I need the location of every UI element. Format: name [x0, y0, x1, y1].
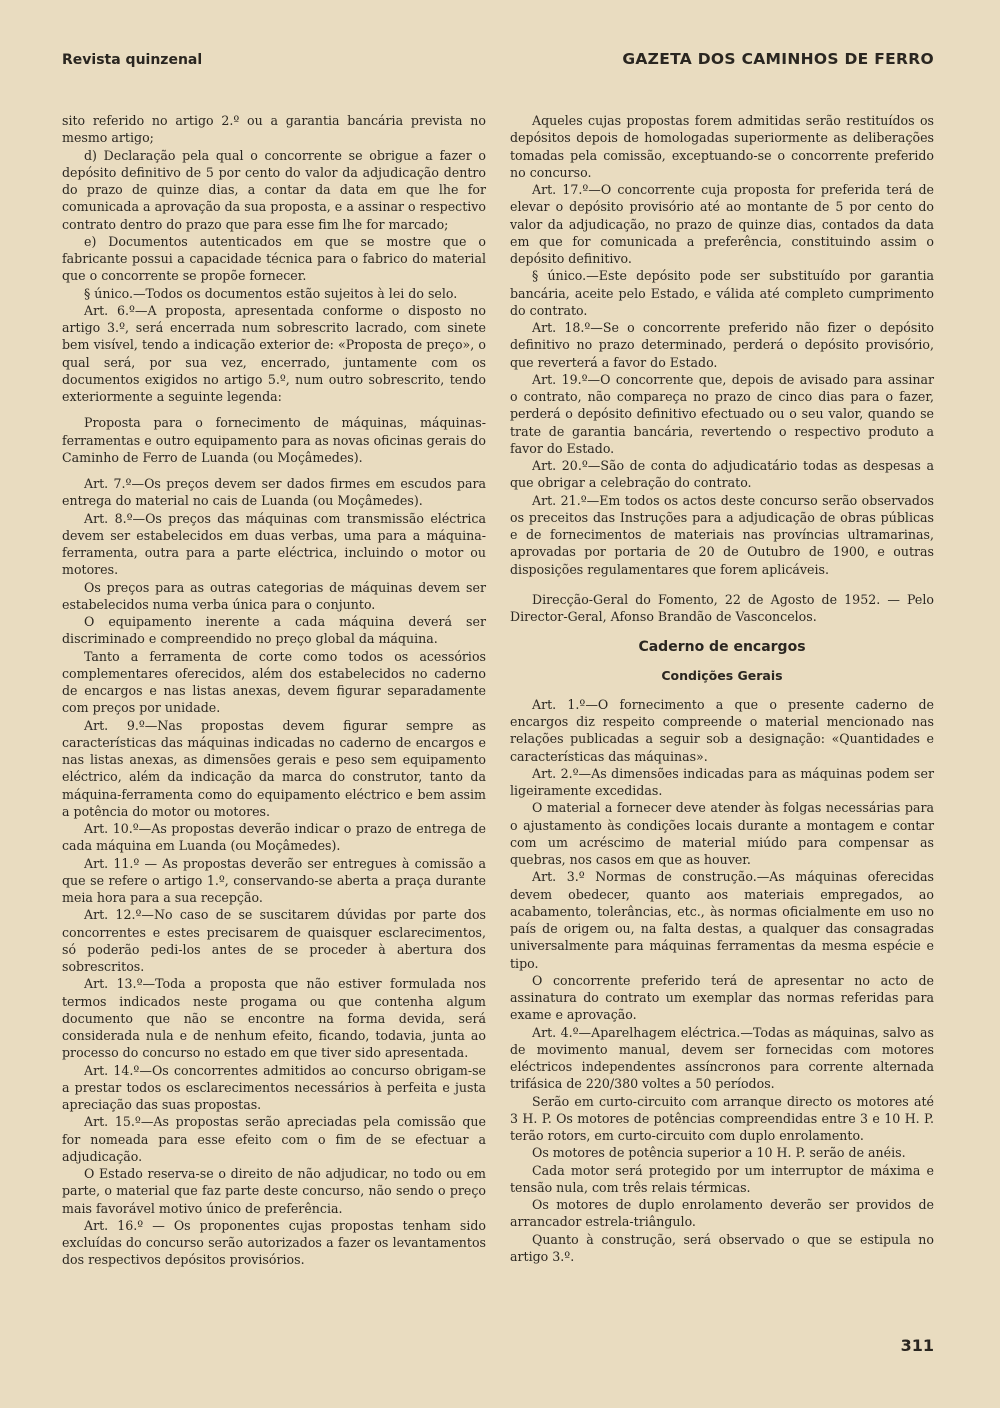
paragraph: Art. 19.º—O concorrente que, depois de avisado para assinar o contrato, não compareça no prazo de cinco dias para o fazer, perderá o depósito definitivo efectuado ou o seu valor, quando se trate de garantia bancária, revertendo o respectivo produto a favor do Estado. — [510, 371, 934, 456]
paragraph: Art. 17.º—O concorrente cuja proposta for preferida terá de elevar o depósito provisório até ao montante de 5 por cento do valor da adjudicação, no prazo de quinze dias, contados da data em que for comunicada a preferência, constituindo assim o depósito definitivo. — [510, 182, 934, 266]
paragraph: d) Declaração pela qual o concorrente se obrigue a fazer o depósito definitivo de 5 por cento do valor da adjudicação dentro do prazo de quinze dias, a contar da data em que lhe for comunicada a aprovação da sua proposta, e a assinar o respectivo contrato dentro do prazo que para esse fim lhe for marcado; — [62, 147, 486, 232]
right-column — [510, 112, 934, 1265]
paragraph: Cada motor será protegido por um interruptor de máxima e tensão nula, com três relais térmicas. — [510, 1162, 934, 1195]
paragraph: Art. 21.º—Em todos os actos deste concurso serão observados os preceitos das Instruções para a adjudicação de obras públicas e de fornecimentos de materiais nas províncias ultramarinas, aprovadas por portaria de 20 de Outubro de 1900, e outras disposições regulamentares que forem aplicáveis. — [510, 492, 934, 577]
section-subtitle: Condições Gerais — [661, 667, 783, 683]
paragraph: Quanto à construção, será observado o que se estipula no artigo 3.º. — [510, 1231, 934, 1264]
paragraph: Art. 10.º—As propostas deverão indicar o prazo de entrega de cada máquina em Luanda (ou Moçâmedes). — [62, 821, 486, 854]
paragraph: Art. 2.º—As dimensões indicadas para as máquinas podem ser ligeiramente excedidas. — [510, 765, 934, 798]
right-column-top — [510, 112, 934, 625]
paragraph: Serão em curto-circuito com arranque directo os motores até 3 H. P. Os motores de potências compreendidas entre 3 e 10 H. P. terão rotors, em curto-circuito com duplo enrolamento. — [510, 1093, 934, 1143]
paragraph: Art. 8.º—Os preços das máquinas com transmissão eléctrica devem ser estabelecidos em duas verbas, uma para a máquina-ferramenta, outra para a parte eléctrica, incluindo o motor ou motores. — [62, 510, 486, 578]
paragraph: Art. 20.º—São de conta do adjudicatário todas as despesas a que obrigar a celebração do contrato. — [510, 458, 934, 491]
paragraph: Os motores de potência superior a 10 H. P. serão de anéis. — [532, 1145, 906, 1161]
paragraph: Tanto a ferramenta de corte como todos os acessórios complementares oferecidos, além dos estabelecidos no caderno de encargos e nas listas anexas, devem figurar separadamente com preços por unidade. — [62, 648, 486, 716]
paragraph: Direcção-Geral do Fomento, 22 de Agosto de 1952. — Pelo Director-Geral, Afonso Brandão de Vasconcelos. — [510, 591, 934, 624]
paragraph: Art. 9.º—Nas propostas devem figurar sempre as características das máquinas indicadas no caderno de encargos e nas listas anexas, as dimensões gerais e peso sem equipamento eléctrico, além da indicação da marca do construtor, tanto da máquina-ferramenta como do equipamento eléctrico e bem assim a potência do motor ou motores. — [62, 717, 486, 819]
section-title: Caderno de encargos — [638, 639, 806, 656]
paragraph: Art. 13.º—Toda a proposta que não estiver formulada nos termos indicados neste progama ou que contenha algum documento que não se encontre na forma devida, será considerada nula e de nenhum efeito, ficando, todavia, junta ao processo do concurso no estado em que tiver sido apresentada. — [62, 976, 486, 1061]
paragraph: Art. 15.º—As propostas serão apreciadas pela comissão que for nomeada para esse efeito com o fim de se efectuar a adjudicação. — [62, 1114, 486, 1164]
paragraph: Art. 14.º—Os concorrentes admitidos ao concurso obrigam-se a prestar todos os esclarecimentos necessários à perfeita e justa apreciação das suas propostas. — [62, 1062, 486, 1112]
paragraph: O material a fornecer deve atender às folgas necessárias para o ajustamento às condições locais durante a montagem e contar com um acréscimo de material miúdo para compensar as quebras, nos casos em que as houver. — [510, 800, 934, 867]
paragraph: Art. 11.º — As propostas deverão ser entregues à comissão a que se refere o artigo 1.º, conservando-se aberta a praça durante meia hora para a sua recepção. — [62, 855, 486, 905]
paragraph: Art. 6.º—A proposta, apresentada conforme o disposto no artigo 3.º, será encerrada num sobrescrito lacrado, com sinete bem visível, tendo a indicação exterior de: «Proposta de preço», o qual será, por sua vez, encerrado, juntamente com os documentos exigidos no artigo 5.º, num outro sobrescrito, tendo exteriormente a seguinte legenda: — [62, 302, 486, 404]
paragraph: Art. 18.º—Se o concorrente preferido não fizer o depósito definitivo no prazo determinado, perderá o depósito provisório, que reverterá a favor do Estado. — [510, 320, 934, 370]
paragraph: Art. 16.º — Os proponentes cujas propostas tenham sido excluídas do concurso serão autorizados a fazer os levantamentos dos respectivos depósitos provisórios. — [62, 1217, 486, 1268]
paragraph: Art. 12.º—No caso de se suscitarem dúvidas por parte dos concorrentes e estes precisarem de quaisquer esclarecimentos, só poderão pedi-los antes de se proceder à abertura dos sobrescritos. — [62, 907, 486, 974]
running-header-right: GAZETA DOS CAMINHOS DE FERRO — [622, 50, 934, 68]
right-column-bottom — [510, 696, 934, 1265]
paragraph: e) Documentos autenticados em que se mostre que o fabricante possui a capacidade técnica para o fabrico do material que o concorrente se propõe fornecer. — [62, 233, 486, 284]
paragraph: Proposta para o fornecimento de máquinas, máquinas-ferramentas e outro equipamento para as novas oficinas gerais do Caminho de Ferro de Luanda (ou Moçâmedes). — [62, 415, 486, 465]
paragraph: O equipamento inerente a cada máquina deverá ser discriminado e compreendido no preço global da máquina. — [62, 614, 486, 647]
left-column — [62, 112, 486, 1269]
paragraph: Aqueles cujas propostas forem admitidas serão restituídos os depósitos depois de homologadas superiormente as deliberações tomadas pela comissão, exceptuando-se o concorrente preferido no concurso. — [510, 113, 934, 180]
paragraph: Art. 3.º Normas de construção.—As máquinas oferecidas devem obedecer, quanto aos materiais empregados, ao acabamento, tolerâncias, etc., às normas oficialmente em uso no país de origem ou, na falta destas, a qualquer das consagradas universalmente para máquinas ferramentas da mesma espécie e tipo. — [510, 869, 934, 971]
running-header-left: Revista quinzenal — [62, 52, 203, 68]
paragraph: Art. 4.º—Aparelhagem eléctrica.—Todas as máquinas, salvo as de movimento manual, devem ser fornecidas com motores eléctricos independentes assíncronos para corrente alternada trifásica de 220/380 voltes a 50 períodos. — [510, 1024, 934, 1092]
paragraph: Os motores de duplo enrolamento deverão ser providos de arrancador estrela-triângulo. — [510, 1197, 934, 1230]
paragraph: sito referido no artigo 2.º ou a garantia bancária prevista no mesmo artigo; — [62, 113, 486, 146]
paragraph: O concorrente preferido terá de apresentar no acto de assinatura do contrato um exemplar das normas referidas para exame e aprovação. — [510, 972, 934, 1023]
paragraph: Art. 7.º—Os preços devem ser dados firmes em escudos para entrega do material no cais de Luanda (ou Moçâmedes). — [62, 476, 486, 509]
paragraph: Art. 1.º—O fornecimento a que o presente caderno de encargos diz respeito compreende o material mencionado nas relações publicadas a seguir sob a designação: «Quantidades e características das máquinas». — [510, 696, 934, 764]
page-number: 311 — [900, 1336, 934, 1355]
paragraph: O Estado reserva-se o direito de não adjudicar, no todo ou em parte, o material que faz parte deste concurso, não sendo o preço mais favorável motivo único de preferência. — [62, 1166, 486, 1216]
paragraph: Os preços para as outras categorias de máquinas devem ser estabelecidos numa verba única para o conjunto. — [62, 579, 486, 612]
paragraph: § único.—Todos os documentos estão sujeitos à lei do selo. — [84, 285, 458, 301]
paragraph: § único.—Este depósito pode ser substituído por garantia bancária, aceite pelo Estado, e válida até completo cumprimento do contrato. — [510, 268, 934, 318]
